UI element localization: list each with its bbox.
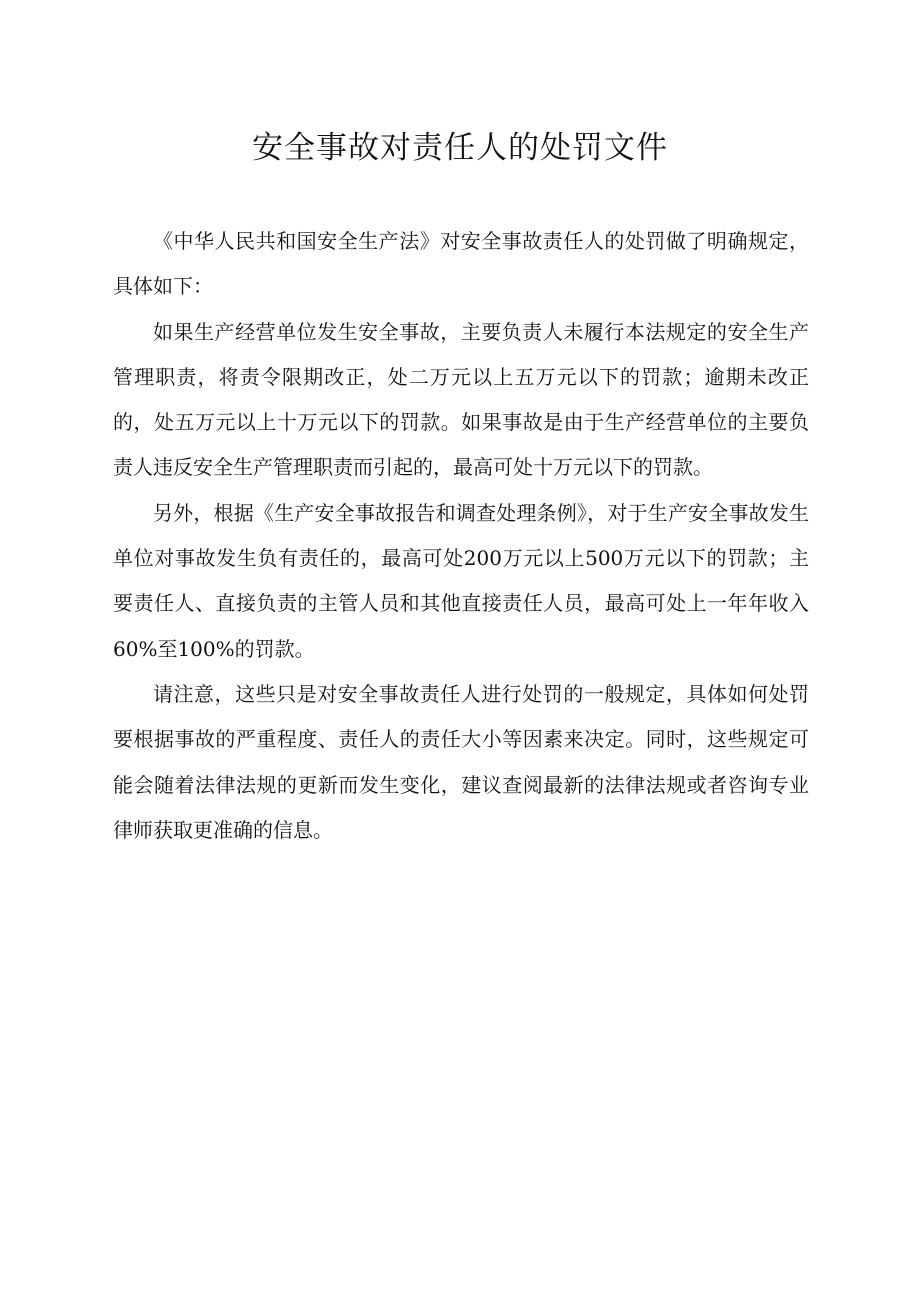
paragraph-intro: 《中华人民共和国安全生产法》对安全事故责任人的处罚做了明确规定，具体如下： [113, 229, 809, 299]
paragraph-note: 请注意，这些只是对安全事故责任人进行处罚的一般规定，具体如何处罚要根据事故的严重程度、责任人的责任大小等因素来决定。同时，这些规定可能会随着法律法规的更新而发生变化，建议查阅最新的法律法规或者咨询专业律师获取更准确的信息。 [113, 681, 809, 842]
paragraph-accident-regulation-penalties: 另外，根据《生产安全事故报告和调查处理条例》，对于生产安全事故发生单位对事故发生负有责任的，最高可处200万元以上500万元以下的罚款；主要责任人、直接负责的主管人员和其他直接责任人员，最高可处上一年年收入60%至100%的罚款。 [113, 500, 809, 661]
document-body [113, 219, 809, 853]
document-title: 安全事故对责任人的处罚文件 [252, 130, 668, 166]
paragraph-work-safety-law-penalties: 如果生产经营单位发生安全事故，主要负责人未履行本法规定的安全生产管理职责，将责令限期改正，处二万元以上五万元以下的罚款；逾期未改正的，处五万元以上十万元以下的罚款。如果事故是由于生产经营单位的主要负责人违反安全生产管理职责而引起的，最高可处十万元以下的罚款。 [113, 319, 809, 480]
